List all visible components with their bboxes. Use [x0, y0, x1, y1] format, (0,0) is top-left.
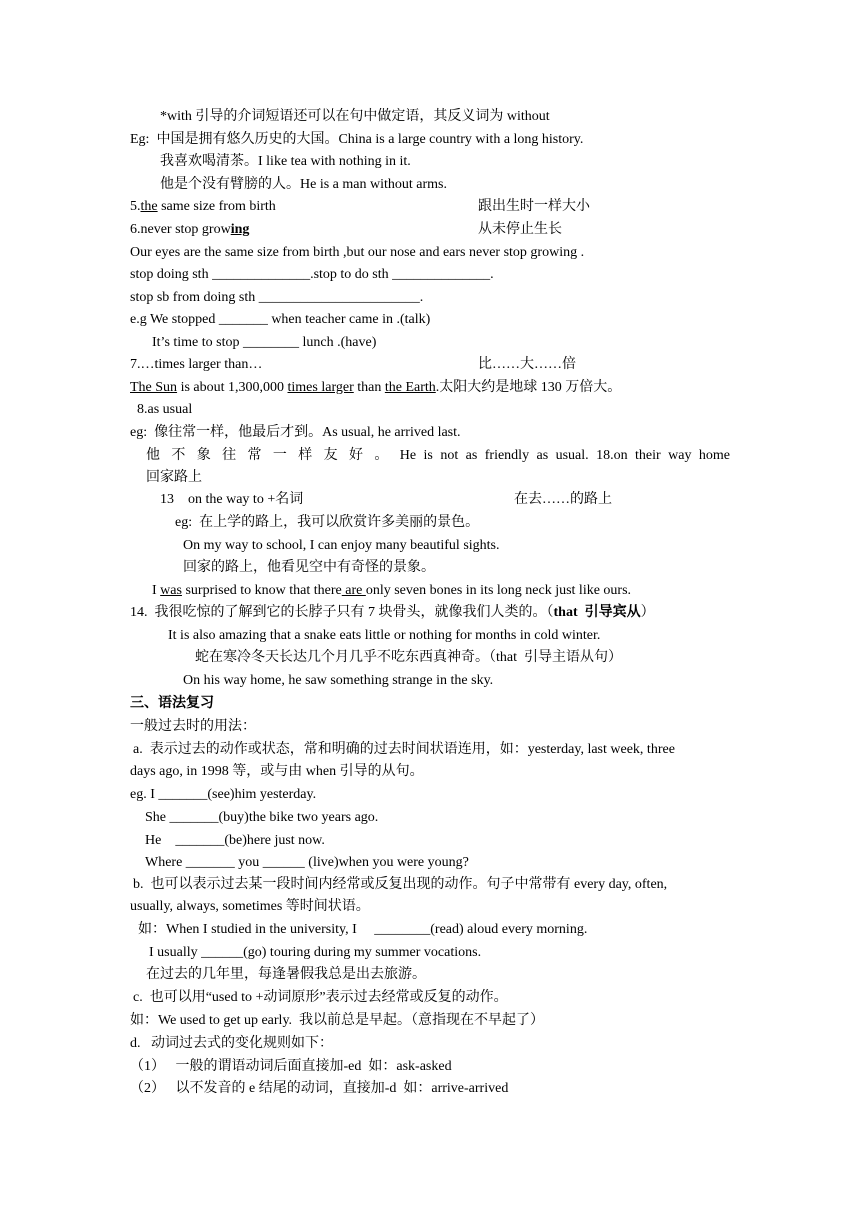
underlined-text: the — [140, 199, 158, 214]
text-line: 我喜欢喝清茶。I like tea with nothing in it. — [160, 154, 411, 169]
text-line — [130, 221, 249, 238]
text-line: c. 也可以用“used to +动词原形”表示过去经常或反复的动作。 — [133, 990, 508, 1005]
text-line: b. 也可以表示过去某一段时间内经常或反复出现的动作。句子中常带有 every day, often, — [133, 877, 668, 892]
bold-underlined-text: ing — [230, 222, 250, 237]
text-line: eg. I _______(see)him yesterday. — [130, 787, 317, 802]
text-line: stop sb from doing sth _______________________. — [130, 290, 424, 305]
text-line: 他是个没有臂膀的人。He is a man without arms. — [160, 177, 447, 192]
text-line: 8.as usual — [137, 402, 193, 417]
text-span: I — [152, 583, 161, 598]
text-line: 回家路上 — [146, 470, 202, 485]
text-span: is about 1,300,000 — [177, 380, 288, 395]
text-line: It’s time to stop ________ lunch .(have) — [152, 335, 377, 350]
text-span: 6.never stop grow — [130, 222, 231, 237]
bold-text: that 引导宾从 — [553, 605, 641, 620]
text-line: eg: 在上学的路上，我可以欣赏许多美丽的景色。 — [175, 515, 480, 530]
text-span: 14. 我很吃惊的了解到它的长脖子只有 7 块骨头，就像我们人类的。（ — [130, 605, 554, 620]
text-line: Our eyes are the same size from birth ,but our nose and ears never stop growing . — [130, 245, 585, 260]
text-line: 如：We used to get up early. 我以前总是早起。（意指现在不早起了） — [130, 1013, 545, 1028]
text-line: On my way to school, I can enjoy many beautiful sights. — [183, 538, 500, 553]
text-line: She _______(buy)the bike two years ago. — [145, 810, 379, 825]
text-line: He _______(be)here just now. — [145, 833, 325, 848]
text-line: *with 引导的介词短语还可以在句中做定语，其反义词为 without — [160, 109, 550, 124]
justified-text-line: 他 不 象 往 常 一 样 友 好 。 He is not as friendly as usual. 18.on their way home — [146, 448, 730, 463]
text-line: It is also amazing that a snake eats little or nothing for months in cold winter. — [168, 628, 601, 643]
translation-text: 在去……的路上 — [514, 492, 612, 507]
text-line: 在过去的几年里，每逢暑假我总是出去旅游。 — [146, 967, 426, 982]
text-span: than — [353, 380, 385, 395]
text-span: ） — [640, 605, 655, 620]
text-line: （2） 以不发音的 e 结尾的动词，直接加-d 如：arrive-arrived — [130, 1081, 509, 1096]
text-line — [130, 604, 655, 621]
text-span: same size from birth — [157, 199, 276, 214]
translation-text: 比……大……倍 — [478, 357, 576, 372]
text-span: only seven bones in its long neck just like ours. — [365, 583, 632, 598]
underlined-text: are — [341, 583, 366, 598]
text-line: 如：When I studied in the university, I ________(read) aloud every morning. — [138, 922, 588, 937]
underlined-text: the Earth — [384, 380, 436, 395]
text-line: e.g We stopped _______ when teacher came in .(talk) — [130, 312, 431, 327]
text-line: Where _______ you ______ (live)when you were young? — [145, 855, 469, 870]
text-line: On his way home, he saw something strange in the sky. — [183, 673, 494, 688]
text-line: 回家的路上，他看见空中有奇怪的景象。 — [183, 560, 435, 575]
text-line: a. 表示过去的动作或状态，常和明确的过去时间状语连用，如：yesterday, last week, three — [133, 742, 675, 757]
text-line: days ago, in 1998 等，或与由 when 引导的从句。 — [130, 764, 424, 779]
text-span: .太阳大约是地球 130 万倍大。 — [435, 380, 622, 395]
text-line: d. 动词过去式的变化规则如下： — [130, 1036, 333, 1051]
text-line — [130, 379, 621, 396]
text-line: Eg: 中国是拥有悠久历史的大国。China is a large country with a long history. — [130, 132, 584, 147]
text-line — [152, 582, 631, 599]
text-line — [130, 198, 276, 215]
text-line: 一般过去时的用法： — [130, 719, 256, 734]
text-line: 7.…times larger than… — [130, 357, 263, 372]
text-line: 蛇在寒冷冬天长达几个月几乎不吃东西真神奇。（that 引导主语从句） — [195, 650, 622, 665]
text-span: 5. — [130, 199, 141, 214]
translation-text: 从未停止生长 — [478, 222, 562, 237]
section-heading: 三、语法复习 — [130, 696, 214, 711]
underlined-text: times larger — [287, 380, 354, 395]
text-line: eg: 像往常一样，他最后才到。As usual, he arrived last. — [130, 425, 461, 440]
text-span: surprised to know that there — [181, 583, 342, 598]
text-line: stop doing sth ______________.stop to do sth ______________. — [130, 267, 494, 282]
text-line: usually, always, sometimes 等时间状语。 — [130, 899, 370, 914]
underlined-text: The Sun — [130, 380, 178, 395]
text-line: （1） 一般的谓语动词后面直接加-ed 如：ask-asked — [130, 1059, 452, 1074]
text-line: I usually ______(go) touring during my summer vocations. — [149, 945, 482, 960]
underlined-text: was — [160, 583, 182, 598]
translation-text: 跟出生时一样大小 — [478, 199, 590, 214]
text-line: 13 on the way to +名词 — [160, 492, 304, 507]
